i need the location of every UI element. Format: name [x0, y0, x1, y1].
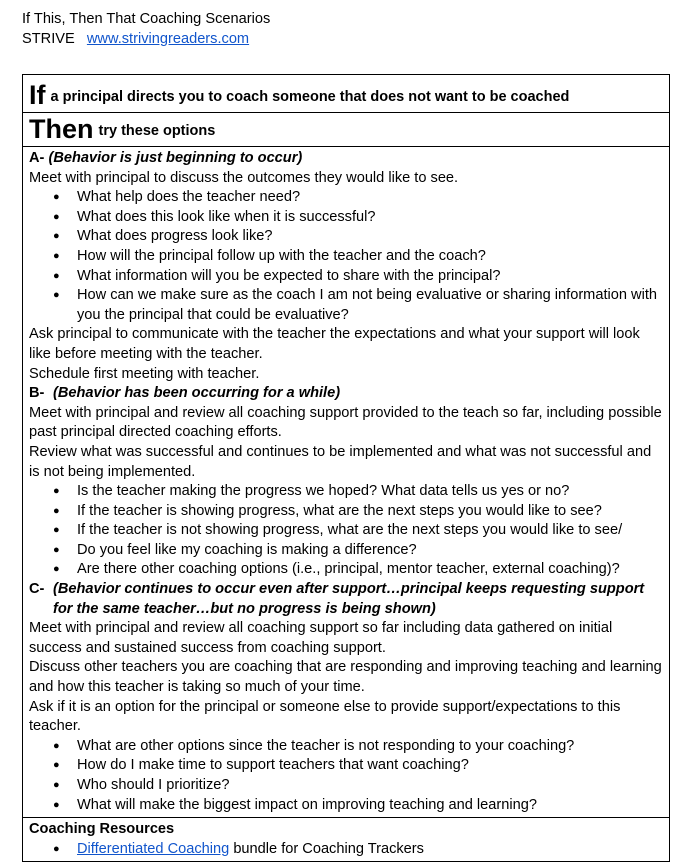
- section-c-title: (Behavior continues to occur even after support…principal keeps requesting support for the same teacher…but no progress is being shown): [53, 581, 645, 617]
- list-item: ● How do I make time to support teachers that want coaching?: [29, 756, 663, 776]
- section-a-after-1: Ask principal to communicate with the teacher the expectations and what your support will look like before meeting with the teacher.: [29, 326, 640, 362]
- resources-cell: [23, 818, 669, 861]
- list-item: ● If the teacher is not showing progress, what are the next steps you would like to see/: [29, 521, 663, 541]
- org-name: STRIVE: [22, 30, 75, 47]
- section-b-p2: Review what was successful and continues to be implemented and what was not successful and is not being implemented.: [29, 443, 652, 480]
- document-header: [22, 10, 270, 49]
- section-c-p2: Discuss other teachers you are coaching that are responding and improving teaching and learning and how this teacher is taking so much of your time.: [29, 659, 662, 696]
- section-c-list: [29, 737, 663, 815]
- differentiated-coaching-link[interactable]: Differentiated Coaching: [77, 840, 230, 857]
- section-a-after-2: Schedule first meeting with teacher.: [29, 365, 260, 382]
- then-row: [23, 113, 669, 147]
- list-item: ● If the teacher is showing progress, what are the next steps you would like to see?: [29, 502, 663, 522]
- section-a-list: [29, 188, 663, 325]
- section-c-p1: Meet with principal and review all coaching support so far including data gathered on initial success and sustained success from coaching support.: [29, 620, 613, 656]
- list-item: ● Who should I prioritize?: [29, 776, 663, 796]
- section-b-list: [29, 482, 663, 580]
- list-item: ● How will the principal follow up with the teacher and the coach?: [29, 247, 663, 267]
- then-text: try these options: [98, 123, 216, 140]
- list-item: ● Are there other coaching options (i.e., principal, mentor teacher, external coaching)?: [29, 560, 663, 580]
- resource-item: [29, 840, 663, 860]
- section-b-label: B-: [29, 385, 45, 402]
- list-item: ● How can we make sure as the coach I am not being evaluative or sharing information with you the principal that could be evaluative?: [29, 286, 663, 325]
- if-row: [23, 75, 669, 113]
- section-a-intro: Meet with principal to discuss the outcomes they would like to see.: [29, 169, 459, 186]
- then-label: Then: [29, 114, 94, 144]
- resources-title: Coaching Resources: [29, 821, 175, 838]
- resources-list: [29, 840, 663, 860]
- section-c-label: C-: [29, 581, 45, 598]
- options-cell: [23, 147, 669, 818]
- list-item: ● What does this look like when it is successful?: [29, 208, 663, 228]
- list-item: ● What will make the biggest impact on improving teaching and learning?: [29, 796, 663, 816]
- list-item: ● What help does the teacher need?: [29, 188, 663, 208]
- list-item: ● What information will you be expected to share with the principal?: [29, 267, 663, 287]
- section-b-heading: [29, 384, 663, 404]
- section-a-heading: [29, 149, 663, 169]
- scenario-table: [22, 74, 670, 862]
- if-label: If: [29, 80, 46, 110]
- if-text: a principal directs you to coach someone that does not want to be coached: [50, 89, 570, 106]
- resource-rest: bundle for Coaching Trackers: [229, 840, 424, 857]
- list-item: ● What does progress look like?: [29, 227, 663, 247]
- document-title: If This, Then That Coaching Scenarios: [22, 11, 271, 27]
- website-link[interactable]: www.strivingreaders.com: [86, 30, 250, 47]
- list-item: ● Is the teacher making the progress we hoped? What data tells us yes or no?: [29, 482, 663, 502]
- section-a-title: (Behavior is just beginning to occur): [48, 150, 303, 166]
- section-a-label: A-: [29, 150, 45, 166]
- section-b-p1: Meet with principal and review all coaching support provided to the teach so far, including possible past principal directed coaching efforts.: [29, 404, 662, 441]
- list-item: ● What are other options since the teacher is not responding to your coaching?: [29, 737, 663, 757]
- list-item: ● Do you feel like my coaching is making a difference?: [29, 541, 663, 561]
- org-line: [22, 30, 270, 50]
- section-c-p3: Ask if it is an option for the principal or someone else to provide support/expectations to this teacher.: [29, 698, 621, 735]
- section-b-title: (Behavior has been occurring for a while): [53, 385, 341, 402]
- section-c-heading: [29, 580, 663, 619]
